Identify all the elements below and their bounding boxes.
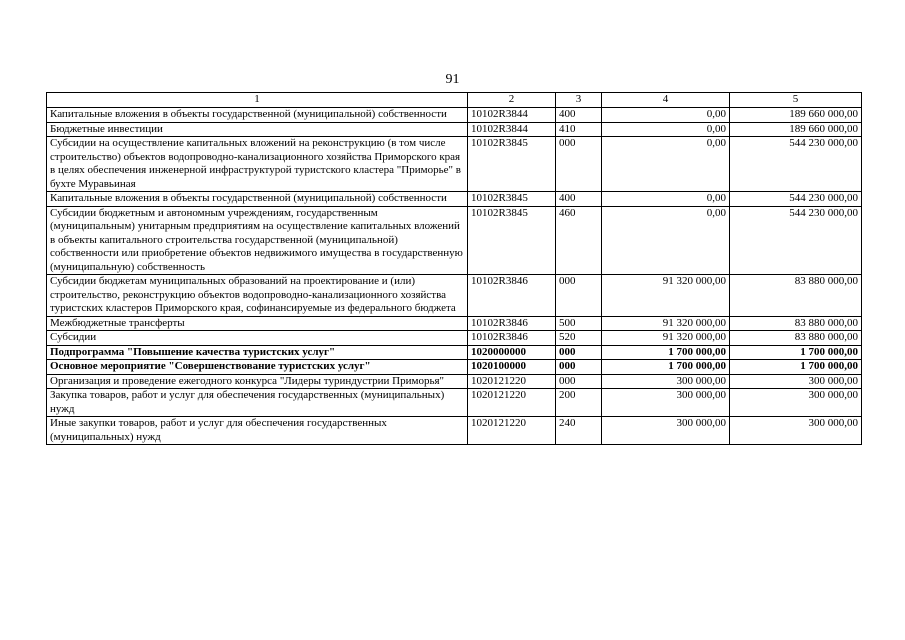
budget-table [46, 92, 862, 445]
row-amount-col4-cell: 0,00 [602, 206, 730, 275]
row-code-cell: 10102R3845 [468, 206, 556, 275]
table-row [47, 345, 862, 360]
row-vr-cell: 520 [556, 331, 602, 346]
row-code-cell: 10102R3846 [468, 316, 556, 331]
row-name-cell: Бюджетные инвестиции [47, 122, 468, 137]
table-body [47, 108, 862, 445]
row-amount-col4-cell: 300 000,00 [602, 374, 730, 389]
row-code-cell: 10102R3845 [468, 137, 556, 192]
row-code-cell: 1020121220 [468, 389, 556, 417]
row-name-cell: Субсидии [47, 331, 468, 346]
row-name-cell: Субсидии на осуществление капитальных вложений на реконструкцию (в том числе строительство) объектов водопроводно-канализационного хозяйства Приморского края в целях обеспечения инженерной инфраструктурой туристского кластера "Приморье" в бухте Муравьиная [47, 137, 468, 192]
table-row [47, 389, 862, 417]
row-code-cell: 10102R3844 [468, 108, 556, 123]
row-amount-col5-cell: 83 880 000,00 [730, 275, 862, 317]
row-vr-cell: 000 [556, 360, 602, 375]
row-amount-col5-cell: 544 230 000,00 [730, 206, 862, 275]
row-amount-col4-cell: 300 000,00 [602, 389, 730, 417]
row-code-cell: 10102R3846 [468, 331, 556, 346]
row-code-cell: 10102R3844 [468, 122, 556, 137]
row-amount-col5-cell: 189 660 000,00 [730, 108, 862, 123]
row-vr-cell: 240 [556, 417, 602, 445]
table-row [47, 360, 862, 375]
table-header-row [47, 93, 862, 108]
column-header-5: 5 [730, 93, 862, 108]
column-header-4: 4 [602, 93, 730, 108]
row-amount-col5-cell: 300 000,00 [730, 374, 862, 389]
row-vr-cell: 410 [556, 122, 602, 137]
row-vr-cell: 500 [556, 316, 602, 331]
column-header-3: 3 [556, 93, 602, 108]
row-vr-cell: 000 [556, 275, 602, 317]
row-code-cell: 1020121220 [468, 374, 556, 389]
row-name-cell: Иные закупки товаров, работ и услуг для обеспечения государственных (муниципальных) нужд [47, 417, 468, 445]
row-code-cell: 10102R3845 [468, 192, 556, 207]
row-vr-cell: 200 [556, 389, 602, 417]
table-row [47, 122, 862, 137]
row-code-cell: 1020121220 [468, 417, 556, 445]
row-name-cell: Основное мероприятие "Совершенствование туристских услуг" [47, 360, 468, 375]
column-header-2: 2 [468, 93, 556, 108]
row-amount-col4-cell: 0,00 [602, 122, 730, 137]
row-amount-col5-cell: 300 000,00 [730, 417, 862, 445]
table-row [47, 374, 862, 389]
row-vr-cell: 460 [556, 206, 602, 275]
row-amount-col5-cell: 300 000,00 [730, 389, 862, 417]
row-name-cell: Субсидии бюджетным и автономным учреждениям, государственным (муниципальным) унитарным предприятиям на осуществление капитальных вложений в объекты капитального строительства государственной (муниципальной) собственности или приобретение объектов недвижимого имущества в государственную (муниципальную) собственность [47, 206, 468, 275]
row-vr-cell: 000 [556, 345, 602, 360]
row-amount-col4-cell: 91 320 000,00 [602, 316, 730, 331]
table-row [47, 206, 862, 275]
page-number: 91 [445, 72, 460, 87]
table-row [47, 108, 862, 123]
row-amount-col5-cell: 1 700 000,00 [730, 345, 862, 360]
row-name-cell: Закупка товаров, работ и услуг для обеспечения государственных (муниципальных) нужд [47, 389, 468, 417]
row-name-cell: Капитальные вложения в объекты государственной (муниципальной) собственности [47, 108, 468, 123]
row-amount-col4-cell: 0,00 [602, 137, 730, 192]
row-amount-col5-cell: 83 880 000,00 [730, 316, 862, 331]
row-code-cell: 1020000000 [468, 345, 556, 360]
row-amount-col4-cell: 91 320 000,00 [602, 275, 730, 317]
row-vr-cell: 000 [556, 374, 602, 389]
row-amount-col5-cell: 1 700 000,00 [730, 360, 862, 375]
row-name-cell: Организация и проведение ежегодного конкурса "Лидеры туриндустрии Приморья" [47, 374, 468, 389]
row-name-cell: Межбюджетные трансферты [47, 316, 468, 331]
row-amount-col5-cell: 544 230 000,00 [730, 137, 862, 192]
row-amount-col4-cell: 91 320 000,00 [602, 331, 730, 346]
row-vr-cell: 400 [556, 108, 602, 123]
row-vr-cell: 000 [556, 137, 602, 192]
row-name-cell: Подпрограмма "Повышение качества туристских услуг" [47, 345, 468, 360]
row-code-cell: 1020100000 [468, 360, 556, 375]
row-amount-col5-cell: 189 660 000,00 [730, 122, 862, 137]
row-amount-col4-cell: 1 700 000,00 [602, 360, 730, 375]
row-amount-col5-cell: 544 230 000,00 [730, 192, 862, 207]
table-row [47, 192, 862, 207]
table-row [47, 137, 862, 192]
table-row [47, 316, 862, 331]
row-amount-col5-cell: 83 880 000,00 [730, 331, 862, 346]
table-row [47, 417, 862, 445]
row-amount-col4-cell: 300 000,00 [602, 417, 730, 445]
row-vr-cell: 400 [556, 192, 602, 207]
row-amount-col4-cell: 0,00 [602, 108, 730, 123]
table-row [47, 275, 862, 317]
table-row [47, 331, 862, 346]
row-amount-col4-cell: 0,00 [602, 192, 730, 207]
row-amount-col4-cell: 1 700 000,00 [602, 345, 730, 360]
row-code-cell: 10102R3846 [468, 275, 556, 317]
row-name-cell: Субсидии бюджетам муниципальных образований на проектирование и (или) строительство, реконструкцию объектов водопроводно-канализационного хозяйства туристских кластеров Приморского края, софинансируемые из федерального бюджета [47, 275, 468, 317]
row-name-cell: Капитальные вложения в объекты государственной (муниципальной) собственности [47, 192, 468, 207]
column-header-1: 1 [47, 93, 468, 108]
